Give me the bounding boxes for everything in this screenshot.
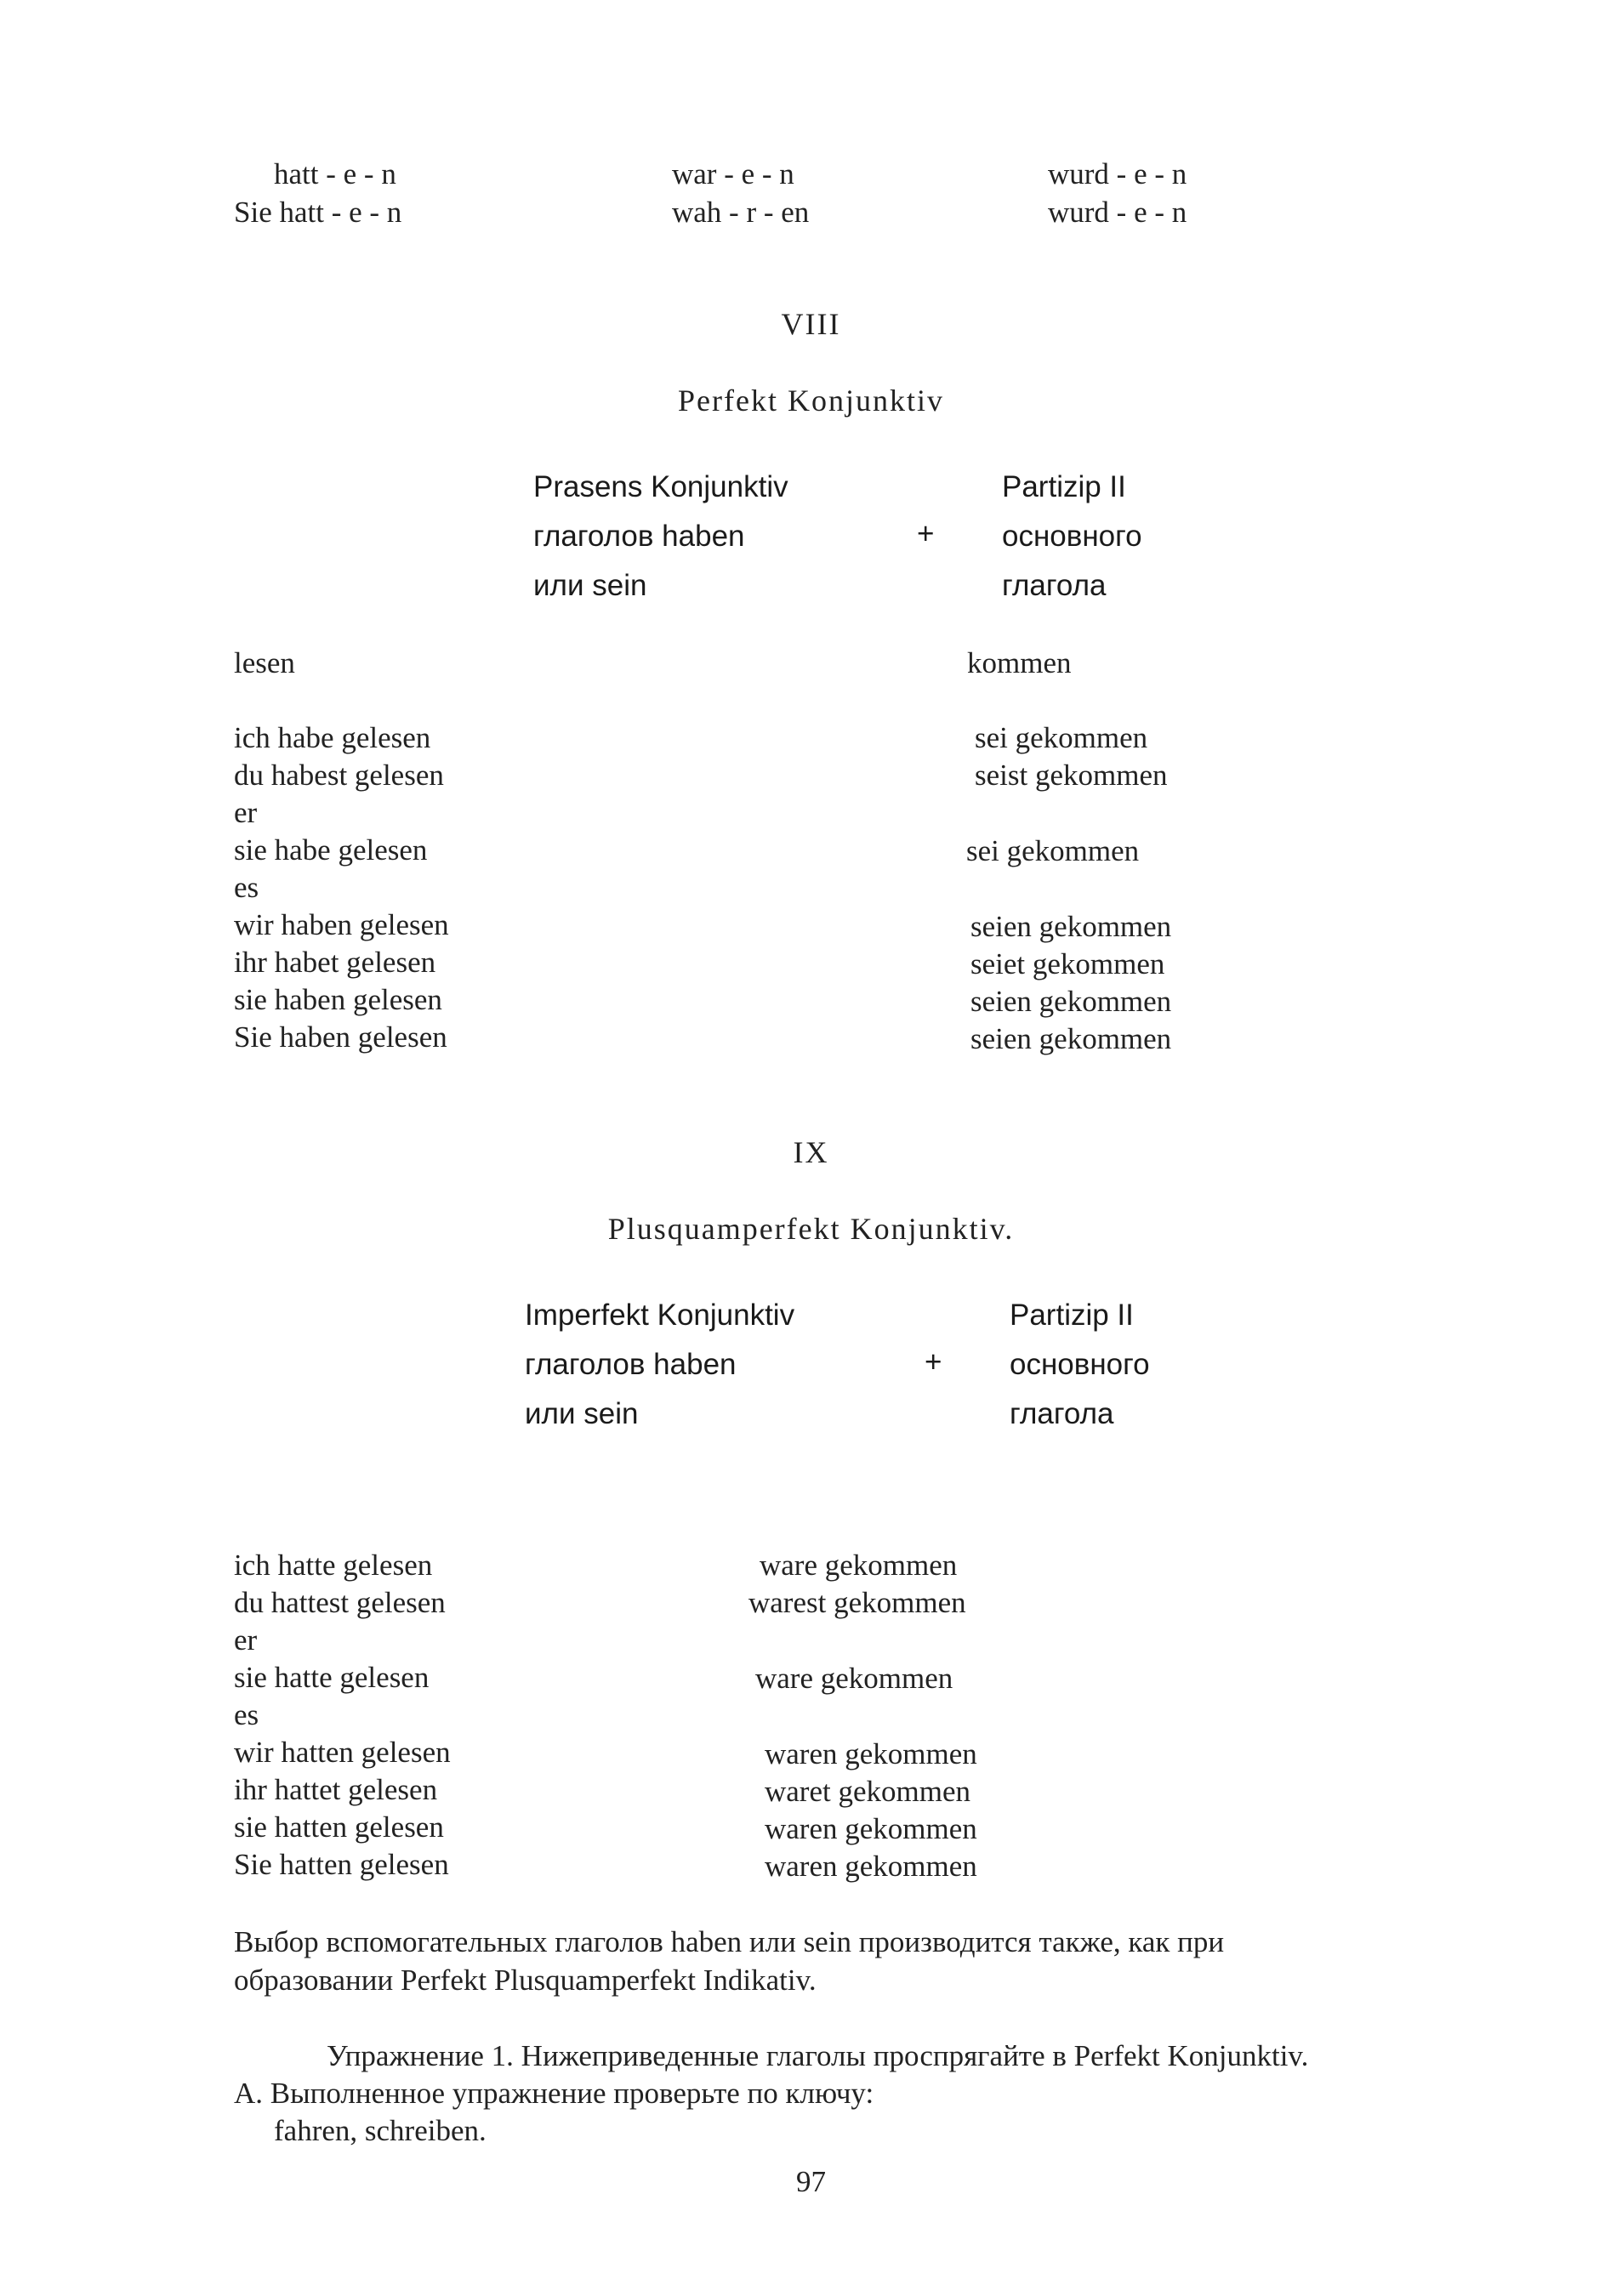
- conjugation-row: warest gekommen: [748, 1586, 966, 1619]
- conjugation-row: es: [234, 1698, 259, 1731]
- formula-viii-plus: +: [917, 517, 935, 550]
- section-ix-left-column: [234, 1547, 451, 1884]
- exercise-line-2: А. Выполненное упражнение проверьте по ключу:: [234, 2077, 874, 2110]
- formula-ix-right-line-2: основного: [1010, 1348, 1150, 1381]
- conjugation-row: ware gekommen: [760, 1549, 958, 1582]
- conjugation-row: sei gekommen: [966, 834, 1140, 867]
- section-viii-left-header: lesen: [234, 646, 295, 679]
- conjugation-row: seien gekommen: [970, 985, 1172, 1018]
- formula-ix-left-line-2: глаголов haben: [525, 1348, 737, 1381]
- conjugation-row: sie haben gelesen: [234, 983, 442, 1016]
- conjugation-row: waren gekommen: [765, 1737, 977, 1770]
- conjugation-row: wir haben gelesen: [234, 908, 449, 941]
- note-line-1: Выбор вспомогательных глаголов haben или sein производится также, как при: [234, 1925, 1225, 1958]
- page-number: 97: [796, 2165, 826, 2198]
- conjugation-row: seien gekommen: [970, 910, 1172, 943]
- section-ix-title: Plusquamperfekt Konjunktiv.: [607, 1212, 1015, 1246]
- formula-viii-right-line-3: глагола: [1002, 569, 1107, 602]
- conjugation-row: ich habe gelesen: [234, 721, 431, 754]
- conjugation-row: seist gekommen: [975, 759, 1168, 792]
- top-row-2-col-3: wurd - e - n: [1048, 196, 1187, 229]
- formula-ix-left-line-1: Imperfekt Konjunktiv: [525, 1299, 795, 1332]
- conjugation-row: sie habe gelesen: [234, 833, 428, 867]
- top-row-1-col-3: wurd - e - n: [1048, 157, 1187, 190]
- conjugation-row: du hattest gelesen: [234, 1586, 446, 1619]
- conjugation-row: ware gekommen: [755, 1662, 953, 1695]
- conjugation-row: ihr hattet gelesen: [234, 1773, 438, 1806]
- formula-viii-right-line-1: Partizip II: [1002, 470, 1126, 503]
- conjugation-row: waren gekommen: [765, 1812, 977, 1845]
- conjugation-row: ihr habet gelesen: [234, 946, 436, 979]
- conjugation-row: waren gekommen: [765, 1850, 977, 1883]
- note-line-2: образовании Perfekt Plusquamperfekt Indikativ.: [234, 1964, 817, 1997]
- formula-viii-left-line-1: Prasens Konjunktiv: [533, 470, 788, 503]
- conjugation-row: ich hatte gelesen: [234, 1549, 433, 1582]
- top-row-2-col-2: wah - r - en: [672, 196, 810, 229]
- conjugation-row: wir hatten gelesen: [234, 1736, 451, 1769]
- top-row-2-col-1: Sie hatt - e - n: [234, 196, 402, 229]
- exercise-line-3: fahren, schreiben.: [274, 2114, 487, 2147]
- formula-ix-left-line-3: или sein: [525, 1397, 639, 1430]
- conjugation-row: er: [234, 1623, 258, 1657]
- formula-ix-right-line-3: глагола: [1010, 1397, 1114, 1430]
- exercise-line-1: Упражнение 1. Нижеприведенные глаголы проспрягайте в Perfekt Konjunktiv.: [327, 2039, 1309, 2072]
- top-row-1-col-1: hatt - e - n: [274, 157, 396, 190]
- conjugation-row: sei gekommen: [975, 721, 1148, 754]
- conjugation-row: Sie hatten gelesen: [234, 1848, 449, 1881]
- formula-viii-right-line-2: основного: [1002, 520, 1142, 553]
- conjugation-row: seiet gekommen: [970, 947, 1165, 980]
- conjugation-row: du habest gelesen: [234, 759, 444, 792]
- conjugation-row: sie hatte gelesen: [234, 1661, 430, 1694]
- conjugation-row: er: [234, 796, 258, 829]
- formula-viii-left-line-2: глаголов haben: [533, 520, 745, 553]
- section-ix-numeral: IX: [793, 1135, 829, 1169]
- formula-viii-left-line-3: или sein: [533, 569, 647, 602]
- conjugation-row: seien gekommen: [970, 1022, 1172, 1055]
- conjugation-row: es: [234, 871, 259, 904]
- conjugation-row: waret gekommen: [765, 1775, 970, 1808]
- section-viii-left-column: [234, 719, 449, 1056]
- conjugation-row: Sie haben gelesen: [234, 1020, 447, 1054]
- section-viii-title: Perfekt Konjunktiv: [678, 384, 944, 418]
- formula-ix-right-line-1: Partizip II: [1010, 1299, 1134, 1332]
- formula-ix-plus: +: [925, 1345, 942, 1378]
- section-viii-numeral: VIII: [781, 307, 841, 341]
- top-row-1-col-2: war - e - n: [672, 157, 794, 190]
- section-viii-right-header: kommen: [967, 646, 1072, 679]
- conjugation-row: sie hatten gelesen: [234, 1810, 444, 1844]
